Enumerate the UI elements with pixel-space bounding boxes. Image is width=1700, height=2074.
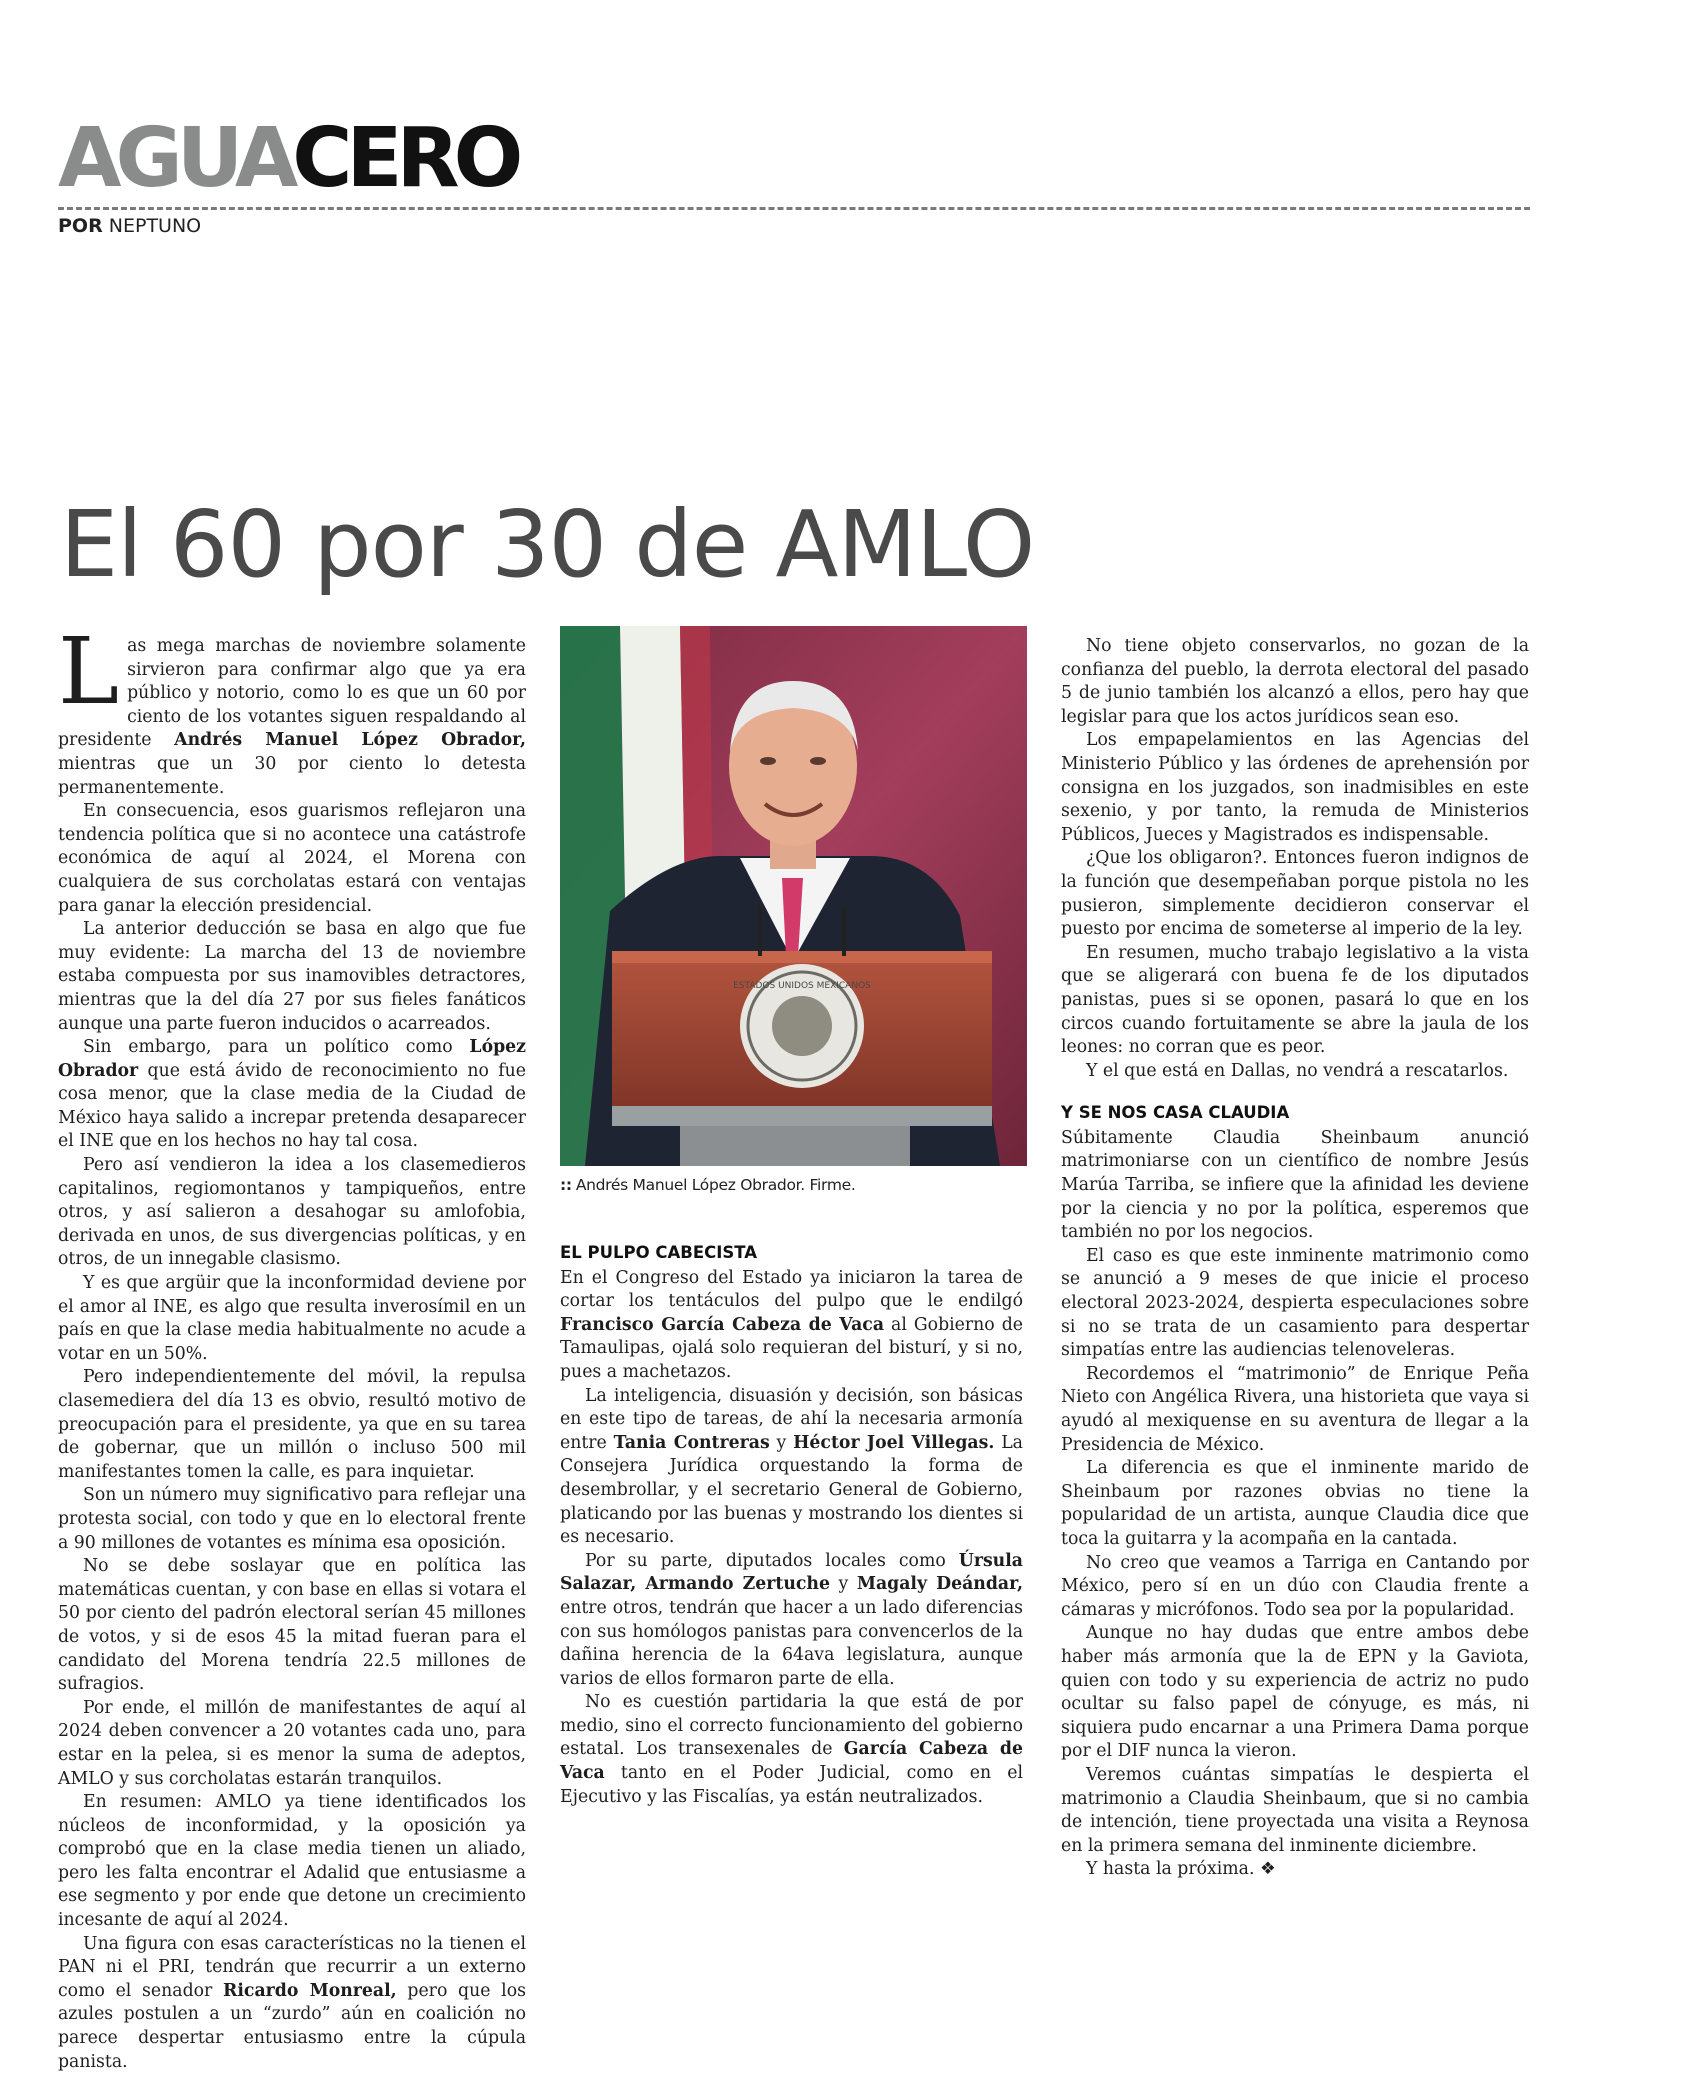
paragraph: En resumen, mucho trabajo legislativo a la vista que se aligerará con buena fe de los diputados panistas, pues si se oponen, pasará lo que en los circos cuando fortuitamente se abre la jaula de los leones: no corran que es peor. <box>1061 942 1529 1058</box>
paragraph: La anterior deducción se basa en algo que fue muy evidente: La marcha del 13 de noviembre estaba compuesta por sus inamovibles detractores, mientras que la del día 27 por sus fieles fanáticos aunque una parte fueron inducidos o acarreados. <box>58 919 526 1034</box>
photo-illustration <box>560 626 1027 1166</box>
paragraph: Sin embargo, para un político como López Obrador que está ávido de reconocimiento no fue cosa menor, que la clase media de la Ciudad de México haya salido a increpar pretenda desaparecer el INE que en los hechos no hay tal cosa. <box>58 1037 526 1152</box>
paragraph: Por su parte, diputados locales como Úrsula Salazar, Armando Zertuche y Magaly Deándar, entre otros, tendrán que hacer a un lado diferencias con sus homólogos panistas para convencerlos de la dañina herencia de la 64ava legislatura, aunque varios de ellos formaron parte de ella. <box>560 1550 1023 1689</box>
article-column-1 <box>58 618 527 2074</box>
article-photo <box>560 626 1027 1166</box>
paragraph: La inteligencia, disuasión y decisión, son básicas en este tipo de tareas, de ahí la necesaria armonía entre Tania Contreras y Héctor Joel Villegas. La Consejera Jurídica orquestando la forma de desembrollar, y el secretario General de Gobierno, platicando por las buenas y mostrando los dientes si es necesario. <box>560 1385 1023 1548</box>
paragraph: Veremos cuántas simpatías le despierta el matrimonio a Claudia Sheinbaum, que si no cambia de intención, tiene proyectada una visita a Reynosa en la primera semana del inminente diciembre. <box>1061 1764 1529 1856</box>
photo-caption <box>560 1176 856 1194</box>
paragraph: El caso es que este inminente matrimonio como se anunció a 9 meses de que inicie el proceso electoral 2023-2024, despierta especulaciones sobre si no se trata de un casamiento para despertar simpatías entre las audiencias telenoveleras. <box>1061 1245 1529 1361</box>
paragraph: Las mega marchas de noviembre solamente sirvieron para confirmar algo que ya era público y notorio, como lo es que un 60 por ciento de los votantes siguen respaldando al presidente Andrés Manuel López Obrador, mientras que un 30 por ciento lo detesta permanentemente. <box>58 618 527 798</box>
paragraph: Súbitamente Claudia Sheinbaum anunció matrimoniarse con un científico de nombre Jesús Marúa Tarriba, se infiere que la afinidad les deviene por la ciencia y no por la política, esperemos que también no por los negocios. <box>1061 1127 1529 1243</box>
paragraph: No es cuestión partidaria la que está de por medio, sino el correcto funcionamiento del gobierno estatal. Los transexenales de García Cabeza de Vaca tanto en el Poder Judicial, como en el Ejecutivo y las Fiscalías, ya están neutralizados. <box>560 1692 1023 1807</box>
paragraph: No tiene objeto conservarlos, no gozan de la confianza del pueblo, la derrota electoral del pasado 5 de junio también los alcanzó a ellos, pero hay que legislar para que los actos jurídicos sean eso. <box>1061 636 1529 727</box>
paragraph: En resumen: AMLO ya tiene identificados los núcleos de inconformidad, y la oposición ya comprobó que en la clase media tienen un aliado, pero les falta encontrar el Adalid que entusiasme a ese segmento y por ende que detone un crecimiento incesante de aquí al 2024. <box>58 1792 526 1931</box>
paragraph: No creo que veamos a Tarriga en Cantando por México, pero sí en un dúo con Claudia frente a cámaras y micrófonos. Todo sea por la popularidad. <box>1061 1552 1529 1620</box>
paragraph: La diferencia es que el inminente marido de Sheinbaum por razones obvias no tiene la popularidad de un artista, aunque Claudia dice que toca la guitarra y la acompaña en la cantada. <box>1061 1458 1529 1549</box>
article-column-3 <box>1061 635 1529 1882</box>
paragraph: Son un número muy significativo para reflejar una protesta social, con todo y que en lo electoral frente a 90 millones de votantes es mínima esa oposición. <box>58 1485 526 1553</box>
paragraph: Y el que está en Dallas, no vendrá a rescatarlos. <box>1086 1060 1509 1081</box>
paragraph: Una figura con esas características no la tienen el PAN ni el PRI, tendrán que recurrir a un externo como el senador Ricardo Monreal, pero que los azules postulen a un “zurdo” aún en coalición no parece despertar entusiasmo entre la cúpula panista. <box>58 1933 526 2072</box>
podium-seal-text: ESTADOS UNIDOS MEXICANOS <box>733 981 871 991</box>
paragraph: Pero independientemente del móvil, la repulsa clasemediera del día 13 es obvio, resultó motivo de preocupación para el presidente, ya que en su tarea de gobernar, que un millón o incluso 500 mil manifestantes tomen la calle, es para inquietar. <box>58 1367 526 1482</box>
paragraph: Y es que argüir que la inconformidad deviene por el amor al INE, es algo que resulta inverosímil en un país en que la clase media habitualmente no acude a votar en un 50%. <box>58 1273 526 1364</box>
byline-author: NEPTUNO <box>108 215 202 237</box>
article-column-2 <box>560 1223 1023 1809</box>
paragraph: En el Congreso del Estado ya iniciaron la tarea de cortar los tentáculos del pulpo que le endilgó Francisco García Cabeza de Vaca al Gobierno de Tamaulipas, ojalá solo requieran del bisturí, y si no, pues a machetazos. <box>560 1267 1023 1382</box>
paragraph: ¿Que los obligaron?. Entonces fueron indignos de la función que desempeñaban porque pistola no les pusieron, simplemente decidieron conservar el puesto por encima de someterse al imperio de la ley. <box>1061 848 1529 940</box>
logo-cero: CERO <box>292 111 518 206</box>
byline-prefix: POR <box>58 215 103 237</box>
masthead <box>58 111 518 206</box>
paragraph: No se debe soslayar que en política las matemáticas cuentan, y con base en ellas si votara el 50 por ciento del padrón electoral serían 45 millones de votos, y si de esos 45 la mitad fueran para el candidato del Morena tendría 22.5 millones de sufragios. <box>58 1556 526 1695</box>
caption-text: Andrés Manuel López Obrador. Firme. <box>575 1176 856 1194</box>
paragraph: Por ende, el millón de manifestantes de aquí al 2024 deben convencer a 20 votantes cada uno, para estar en la pelea, si es menor la suma de adeptos, AMLO y sus corcholatas estarán tranquilos. <box>58 1697 526 1789</box>
subheading-claudia: Y SE NOS CASA CLAUDIA <box>1061 1103 1290 1123</box>
paragraph: Pero así vendieron la idea a los clasemedieros capitalinos, regiomontanos y tampiqueños, entre otros, y así salieron a desahogar su amlofobia, derivada en unos, de sus divergencias políticas, y en otros, de un innegable clasismo. <box>58 1155 526 1270</box>
drop-cap: L <box>58 618 120 725</box>
paragraph: Aunque no hay dudas que entre ambos debe haber más armonía que la de EPN y la Gaviota, quien con todo y su experiencia de actriz no pudo ocultar su falso papel de cónyuge, es más, ni siquiera pudo encarnar a una Primera Dama porque por el DIF nunca la vieron. <box>1061 1623 1529 1762</box>
dashed-divider <box>58 207 1530 210</box>
paragraph: Los empapelamientos en las Agencias del Ministerio Público y las órdenes de aprehensión por consigna en los juzgados, son inadmisibles en este sexenio, y por tanto, la remuda de Ministerios Públicos, Jueces y Magistrados es indispensable. <box>1061 730 1529 845</box>
paragraph: En consecuencia, esos guarismos reflejaron una tendencia política que si no acontece una catástrofe económica de aquí al 2024, el Morena con cualquiera de sus corcholatas estará con ventajas para ganar la elección presidencial. <box>58 801 526 916</box>
byline <box>58 215 201 237</box>
subheading-pulpo: EL PULPO CABECISTA <box>560 1243 758 1262</box>
column-logo <box>58 111 518 206</box>
paragraph: Y hasta la próxima. ❖ <box>1086 1859 1276 1880</box>
paragraph: Recordemos el “matrimonio” de Enrique Peña Nieto con Angélica Rivera, una historieta que vaya si ayudó al mexiquense en su aventura de llegar a la Presidencia de México. <box>1061 1363 1529 1455</box>
caption-marker: :: <box>560 1176 572 1194</box>
logo-agua: AGUA <box>58 111 293 206</box>
article-title: El 60 por 30 de AMLO <box>60 491 1035 598</box>
